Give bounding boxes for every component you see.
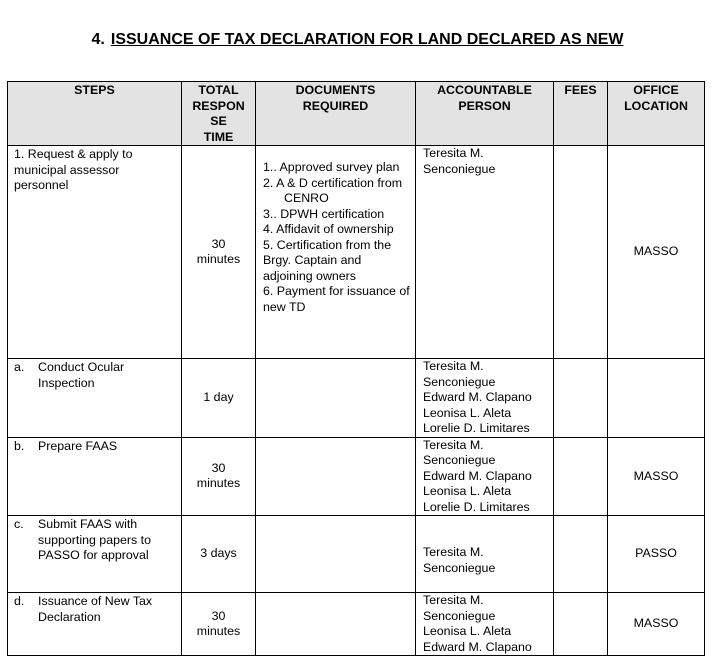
document-item: 3.. DPWH certification [263, 206, 385, 221]
person-cell [416, 437, 554, 516]
table-row [8, 359, 705, 438]
title-text: ISSUANCE OF TAX DECLARATION FOR LAND DECLARED AS NEW [110, 31, 624, 48]
fees-cell [554, 593, 608, 656]
table-row [8, 437, 705, 516]
step-cell [8, 437, 182, 516]
step-cell [8, 593, 182, 656]
time-cell: 1 day [182, 359, 256, 438]
header-total-response-time: TOTAL RESPON SE TIME [182, 82, 256, 146]
person-name: Teresita M. Senconiegue [423, 437, 496, 467]
header-office-location: OFFICE LOCATION [608, 82, 705, 146]
fees-cell [554, 437, 608, 516]
title-number: 4. [91, 31, 105, 48]
documents-cell [256, 359, 416, 438]
fees-cell [554, 359, 608, 438]
procedure-table [7, 81, 705, 656]
time-cell: 30 minutes [182, 593, 256, 656]
document-item: 1.. Approved survey plan [263, 160, 400, 174]
person-cell [416, 359, 554, 438]
step-text: Conduct Ocular Inspection [38, 360, 125, 390]
person-name: Teresita M. Senconiegue [423, 146, 496, 176]
step-label: a. [14, 360, 25, 374]
person-name: Leonisa L. Aleta [423, 624, 512, 638]
person-name: Teresita M. Senconiegue [423, 545, 496, 575]
document-item: 5. Certification from the Brgy. Captain and adjoining owners [263, 237, 392, 283]
documents-cell [256, 516, 416, 593]
step-text: Issuance of New Tax Declaration [38, 594, 153, 624]
documents-cell [256, 437, 416, 516]
header-row [8, 82, 705, 146]
document-item: 6. Payment for issuance of new TD [263, 284, 410, 314]
office-cell: MASSO [608, 146, 705, 359]
documents-cell [256, 146, 416, 359]
step-text: Prepare FAAS [38, 438, 118, 453]
person-name: Edward M. Clapano [423, 639, 532, 654]
office-cell: MASSO [608, 437, 705, 516]
person-cell [416, 516, 554, 593]
page-title [0, 31, 715, 49]
step-text: 1. Request & apply to municipal assessor personnel [14, 147, 133, 192]
person-name: Leonisa L. Aleta [423, 484, 512, 498]
documents-cell [256, 593, 416, 656]
header-documents-required: DOCUMENTS REQUIRED [256, 82, 416, 146]
fees-cell [554, 146, 608, 359]
header-steps: STEPS [8, 82, 182, 146]
time-cell: 30 minutes [182, 437, 256, 516]
time-cell: 30 minutes [182, 146, 256, 359]
office-cell [608, 359, 705, 438]
person-name: Lorelie D. Limitares [423, 421, 530, 435]
office-cell: MASSO [608, 593, 705, 656]
table-row [8, 516, 705, 593]
document-item: 4. Affidavit of ownership [263, 222, 394, 236]
header-fees: FEES [554, 82, 608, 146]
person-name: Leonisa L. Aleta [423, 405, 512, 420]
person-name: Teresita M. Senconiegue [423, 359, 496, 389]
office-cell: PASSO [608, 516, 705, 593]
step-label: d. [14, 594, 25, 608]
table-row [8, 146, 705, 359]
time-cell: 3 days [182, 516, 256, 593]
person-cell [416, 593, 554, 656]
document-item: CENRO [284, 191, 329, 205]
header-accountable-person: ACCOUNTABLE PERSON [416, 82, 554, 146]
person-cell [416, 146, 554, 359]
step-label: b. [14, 438, 25, 453]
step-cell [8, 516, 182, 593]
step-text: Submit FAAS with supporting papers to PASSO for approval [38, 517, 151, 562]
person-name: Teresita M. Senconiegue [423, 593, 496, 623]
table-row [8, 593, 705, 656]
fees-cell [554, 516, 608, 593]
person-name: Lorelie D. Limitares [423, 499, 530, 514]
step-cell [8, 359, 182, 438]
person-name: Edward M. Clapano [423, 390, 532, 404]
document-item: 2. A & D certification from [263, 175, 403, 190]
step-label: c. [14, 517, 24, 531]
person-name: Edward M. Clapano [423, 468, 532, 483]
step-cell [8, 146, 182, 359]
